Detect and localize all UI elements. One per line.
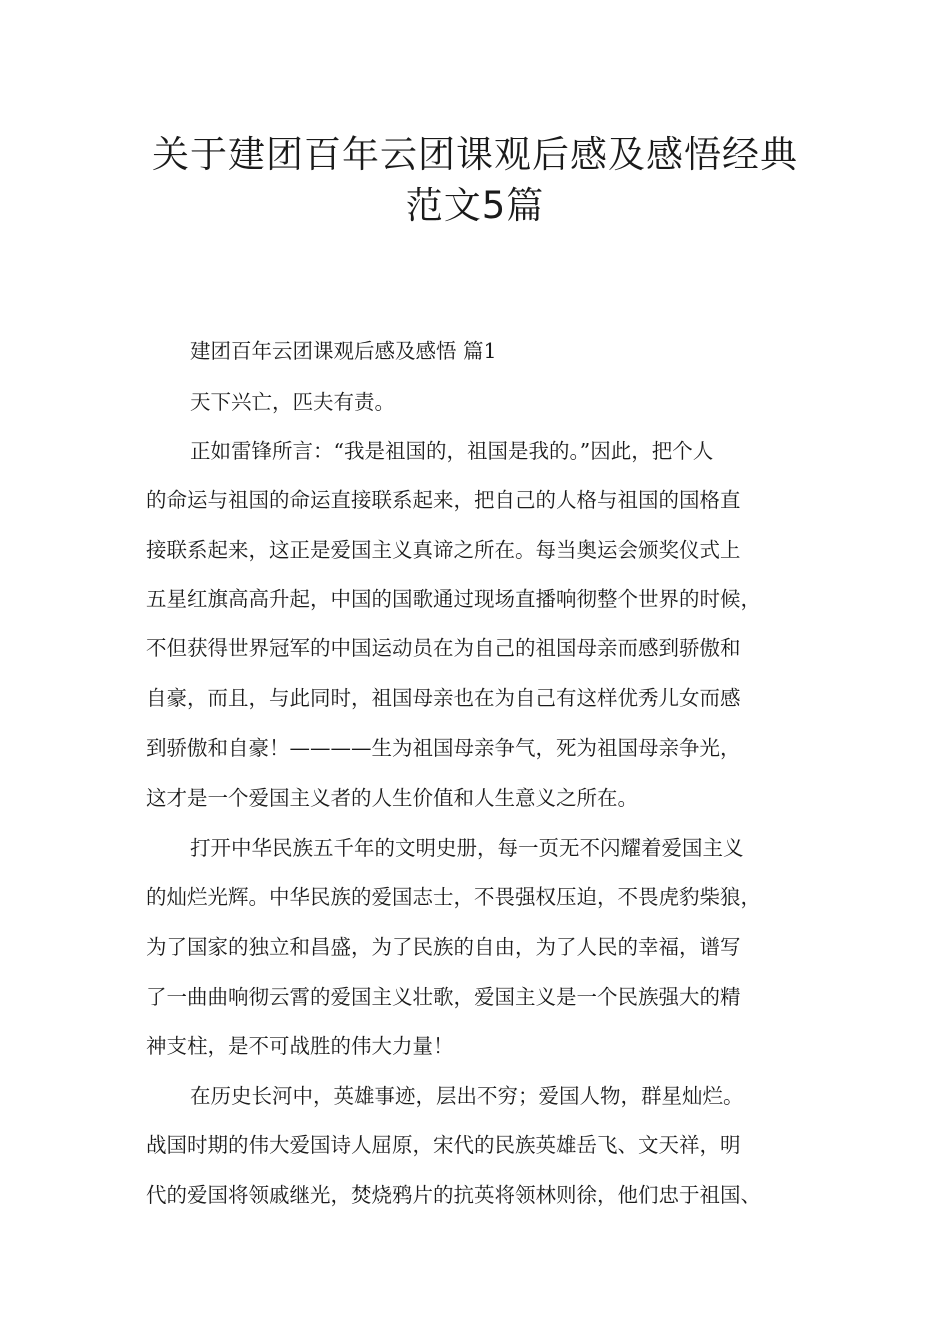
paragraph-line: 五星红旗高高升起，中国的国歌通过现场直播响彻整个世界的时候， <box>146 587 761 611</box>
section-heading: 建团百年云团课观后感及感悟 篇1 <box>190 339 497 363</box>
paragraph-line: 这才是一个爱国主义者的人生价值和人生意义之所在。 <box>146 786 638 810</box>
paragraph-line: 神支柱，是不可战胜的伟大力量！ <box>146 1034 454 1058</box>
paragraph-line: 接联系起来，这正是爱国主义真谛之所在。每当奥运会颁奖仪式上 <box>146 538 741 562</box>
paragraph-line: 打开中华民族五千年的文明史册，每一页无不闪耀着爱国主义 <box>190 836 744 860</box>
paragraph-line: 的命运与祖国的命运直接联系起来，把自己的人格与祖国的国格直 <box>146 488 741 512</box>
paragraph-line: 了一曲曲响彻云霄的爱国主义壮歌，爱国主义是一个民族强大的精 <box>146 985 741 1009</box>
paragraph-line: 的灿烂光辉。中华民族的爱国志士，不畏强权压迫，不畏虎豹柴狼， <box>146 885 761 909</box>
paragraph-line: 代的爱国将领戚继光，焚烧鸦片的抗英将领林则徐，他们忠于祖国、 <box>146 1183 761 1207</box>
paragraph-line: 正如雷锋所言：“我是祖国的，祖国是我的。”因此，把个人 <box>190 439 714 463</box>
document-title-line-1: 关于建团百年云团课观后感及感悟经典 <box>152 133 798 176</box>
paragraph-line: 为了国家的独立和昌盛，为了民族的自由，为了人民的幸福，谱写 <box>146 935 741 959</box>
paragraph-line: 战国时期的伟大爱国诗人屈原，宋代的民族英雄岳飞、文天祥，明 <box>146 1133 741 1157</box>
paragraph-line: 天下兴亡，匹夫有责。 <box>190 390 395 414</box>
paragraph-line: 自豪，而且，与此同时，祖国母亲也在为自己有这样优秀儿女而感 <box>146 686 741 710</box>
document-title-line-2: 范文5篇 <box>405 184 545 227</box>
paragraph-line: 不但获得世界冠军的中国运动员在为自己的祖国母亲而感到骄傲和 <box>146 636 741 660</box>
paragraph-line: 到骄傲和自豪！————生为祖国母亲争气，死为祖国母亲争光， <box>146 736 741 760</box>
paragraph-line: 在历史长河中，英雄事迹，层出不穷；爱国人物，群星灿烂。 <box>190 1084 744 1108</box>
